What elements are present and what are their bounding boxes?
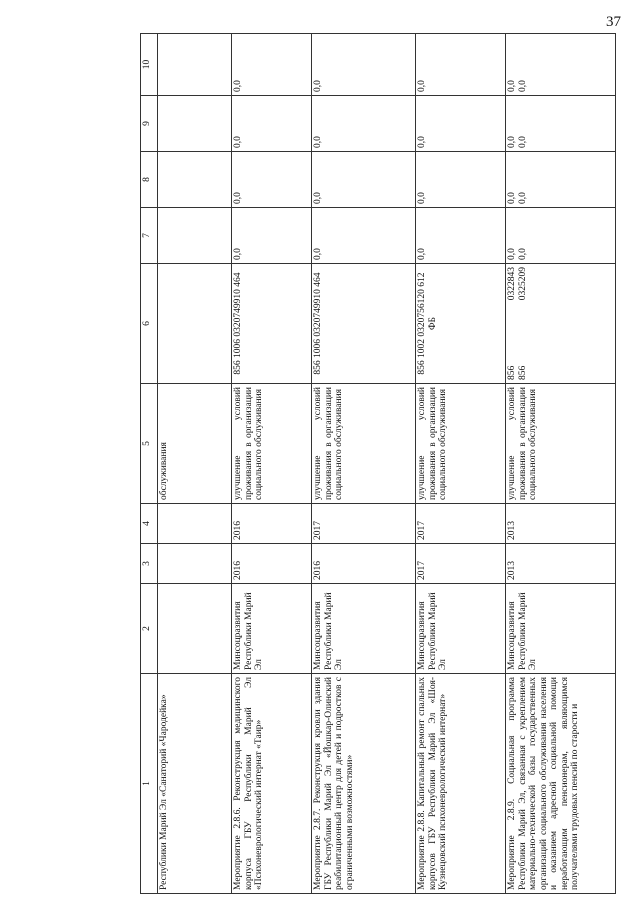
table-row [158, 34, 232, 894]
value-col8: 0,0 [416, 152, 506, 208]
executor: Минсоцразвития Республики Марий Эл [232, 584, 312, 674]
budget-code-part: 0325209 [517, 267, 528, 301]
expected-result: улучшение условий проживания в организации социального обслуживания [506, 384, 616, 504]
column-header: 6 [141, 264, 158, 384]
measure-name: Мероприятие 2.8.7. Реконструкция кровли здания ГБУ Республики Марий Эл «Йошкар-Олинский реабилитационный центр для детей и подростков с ограниченными возможностями» [312, 674, 416, 894]
column-number-row [141, 34, 158, 894]
column-header: 1 [141, 674, 158, 894]
value-col7: 0,0 [416, 208, 506, 264]
expected-result: улучшение условий проживания в организации социального обслуживания [312, 384, 416, 504]
program-measures-table [140, 33, 616, 894]
budget-code: 856 1006 0320749910 464 [232, 264, 312, 384]
value-col9: 0,0 [232, 96, 312, 152]
column-header: 5 [141, 384, 158, 504]
value: 0,0 [517, 80, 528, 92]
start-year [158, 544, 232, 584]
column-header: 10 [141, 34, 158, 96]
expected-result: улучшение условий проживания в организации социального обслуживания [232, 384, 312, 504]
value-col9 [158, 96, 232, 152]
value-col10 [506, 34, 616, 96]
value: 0,0 [507, 192, 517, 204]
table-row [312, 34, 416, 894]
value: 0,0 [517, 248, 528, 260]
measure-name: Мероприятие 2.8.6. Реконструкция медицинского корпуса ГБУ Республики Марий Эл «Психоневрологический интернат «Таир» [232, 674, 312, 894]
value: 0,0 [517, 136, 528, 148]
expected-result: улучшение условий проживания в организации социального обслуживания [416, 384, 506, 504]
column-header: 8 [141, 152, 158, 208]
value-col8 [506, 152, 616, 208]
executor: Минсоцразвития Республики Марий Эл [312, 584, 416, 674]
value-col7: 0,0 [232, 208, 312, 264]
end-year [158, 504, 232, 544]
budget-code: 856 1002 0320756120 612 ФБ [416, 264, 506, 384]
column-header: 9 [141, 96, 158, 152]
measure-name: Мероприятие 2.8.9. Социальная программа Республики Марий Эл, связанная с укреплением материально-технической базы государственных организаций социального обслуживания населения и оказанием адресной социальной помощи неработающим пенсионерам, являющимся получателями трудовых пенсий по старости и [506, 674, 616, 894]
table-row [232, 34, 312, 894]
value-col10: 0,0 [416, 34, 506, 96]
column-header: 4 [141, 504, 158, 544]
start-year: 2016 [232, 544, 312, 584]
executor: Минсоцразвития Республики Марий Эл [416, 584, 506, 674]
value: 0,0 [507, 136, 517, 148]
value-col10: 0,0 [232, 34, 312, 96]
end-year: 2017 [416, 504, 506, 544]
executor: Минсоцразвития Республики Марий Эл [506, 584, 616, 674]
column-header: 7 [141, 208, 158, 264]
value-col7: 0,0 [312, 208, 416, 264]
executor [158, 584, 232, 674]
value: 0,0 [507, 248, 517, 260]
end-year: 2016 [232, 504, 312, 544]
value: 0,0 [507, 80, 517, 92]
table-row [416, 34, 506, 894]
value-col10 [158, 34, 232, 96]
measure-name: Республики Марий Эл «Санаторий «Чародейка» [158, 674, 232, 894]
start-year: 2016 [312, 544, 416, 584]
start-year: 2017 [416, 544, 506, 584]
budget-code-part: 856 [507, 365, 517, 380]
budget-code-part: 0322843 [507, 267, 517, 301]
value-col8 [158, 152, 232, 208]
budget-code [506, 264, 616, 384]
value-col9: 0,0 [416, 96, 506, 152]
page-number: 37 [606, 14, 621, 30]
value-col8: 0,0 [232, 152, 312, 208]
value-col9 [506, 96, 616, 152]
value-col7 [506, 208, 616, 264]
budget-code-part: 856 [517, 365, 528, 380]
end-year: 2017 [312, 504, 416, 544]
start-year: 2013 [506, 544, 616, 584]
measure-name: Мероприятие 2.8.8. Капитальный ремонт спальных корпусов ГБУ Республики Марий Эл «Шоя-Кузнецовский психоневрологический интернат» [416, 674, 506, 894]
rotated-table-container [140, 34, 630, 894]
value-col7 [158, 208, 232, 264]
end-year: 2013 [506, 504, 616, 544]
value-col9: 0,0 [312, 96, 416, 152]
table-row [506, 34, 616, 894]
budget-code [158, 264, 232, 384]
column-header: 3 [141, 544, 158, 584]
budget-code: 856 1006 0320749910 464 [312, 264, 416, 384]
expected-result: обслуживания [158, 384, 232, 504]
value-col10: 0,0 [312, 34, 416, 96]
value: 0,0 [517, 192, 528, 204]
value-col8: 0,0 [312, 152, 416, 208]
column-header: 2 [141, 584, 158, 674]
